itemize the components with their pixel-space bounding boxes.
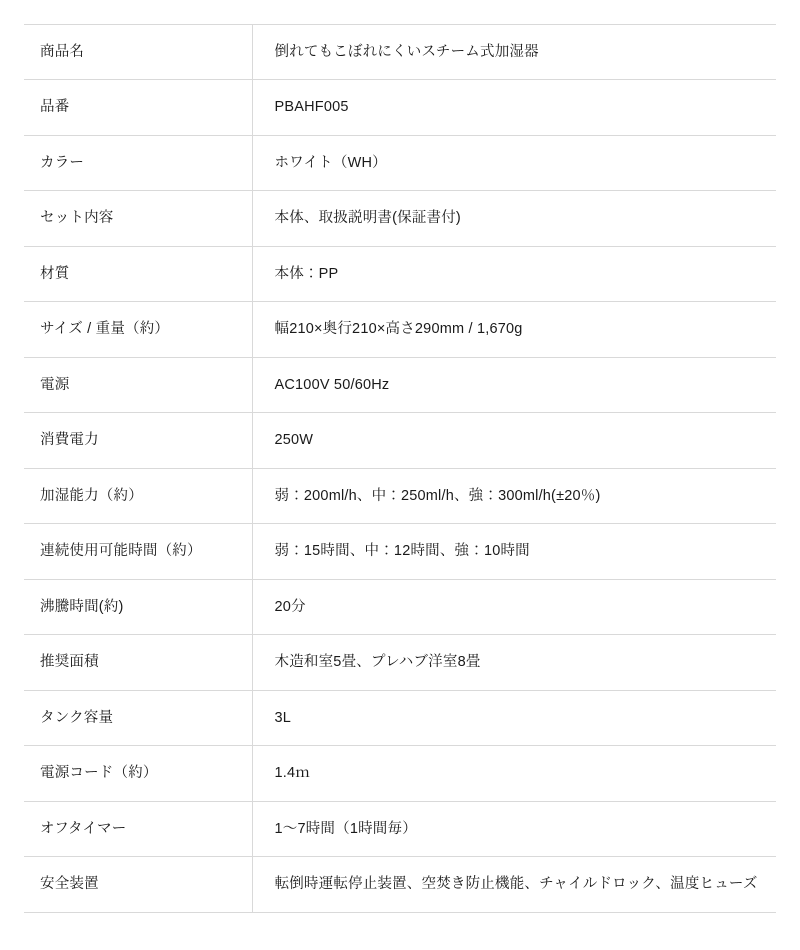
- spec-value: 本体：PP: [274, 265, 339, 282]
- spec-value: AC100V 50/60Hz: [274, 376, 390, 393]
- table-row: [24, 857, 776, 912]
- spec-label: 沸騰時間(約): [24, 579, 252, 634]
- spec-value: 倒れてもこぼれにくいスチーム式加湿器: [274, 44, 539, 60]
- table-row: [24, 524, 776, 579]
- spec-label: 連続使用可能時間（約）: [24, 524, 252, 579]
- table-row: [24, 246, 776, 301]
- spec-label: 材質: [24, 246, 252, 301]
- spec-value: 幅210×奥行210×高さ290mm / 1,670g: [274, 321, 523, 338]
- table-row: [24, 357, 776, 412]
- table-row: [24, 191, 776, 246]
- table-row: [24, 25, 776, 80]
- spec-label: 安全装置: [24, 857, 252, 912]
- spec-value: 20分: [274, 598, 306, 615]
- spec-label: カラー: [24, 135, 252, 190]
- spec-value: PBAHF005: [274, 99, 349, 116]
- spec-value: 弱：15時間、中：12時間、強：10時間: [274, 543, 530, 560]
- table-row: [24, 690, 776, 745]
- table-row: [24, 801, 776, 856]
- table-row: [24, 468, 776, 523]
- table-row: [24, 80, 776, 135]
- table-row: [24, 579, 776, 634]
- table-row: [24, 135, 776, 190]
- product-spec-table: [24, 24, 776, 913]
- spec-label: サイズ / 重量（約）: [24, 302, 252, 357]
- spec-value: 250W: [274, 432, 314, 449]
- spec-label: セット内容: [24, 191, 252, 246]
- spec-value: 1.4ｍ: [274, 765, 310, 782]
- spec-value: 弱：200ml/h、中：250ml/h、強：300ml/h(±20％): [274, 487, 601, 504]
- spec-value: 本体、取扱説明書(保証書付): [274, 210, 461, 227]
- table-row: [24, 635, 776, 690]
- spec-label: オフタイマー: [24, 801, 252, 856]
- table-row: [24, 413, 776, 468]
- spec-label: タンク容量: [24, 690, 252, 745]
- table-row: [24, 302, 776, 357]
- spec-label: 品番: [24, 80, 252, 135]
- spec-label: 商品名: [24, 25, 252, 80]
- spec-label: 電源コード（約）: [24, 746, 252, 801]
- spec-value: ホワイト（WH）: [274, 154, 387, 171]
- spec-label: 消費電力: [24, 413, 252, 468]
- table-row: [24, 746, 776, 801]
- spec-label: 加湿能力（約）: [24, 468, 252, 523]
- spec-value: 1～7時間（1時間毎）: [274, 820, 417, 837]
- spec-value: 木造和室5畳、プレハブ洋室8畳: [274, 654, 481, 671]
- spec-value: 3L: [274, 709, 292, 726]
- spec-label: 電源: [24, 357, 252, 412]
- spec-value: 転倒時運転停止装置、空焚き防止機能、チャイルドロック、温度ヒューズ: [274, 876, 758, 893]
- spec-table-body: [24, 25, 776, 913]
- spec-label: 推奨面積: [24, 635, 252, 690]
